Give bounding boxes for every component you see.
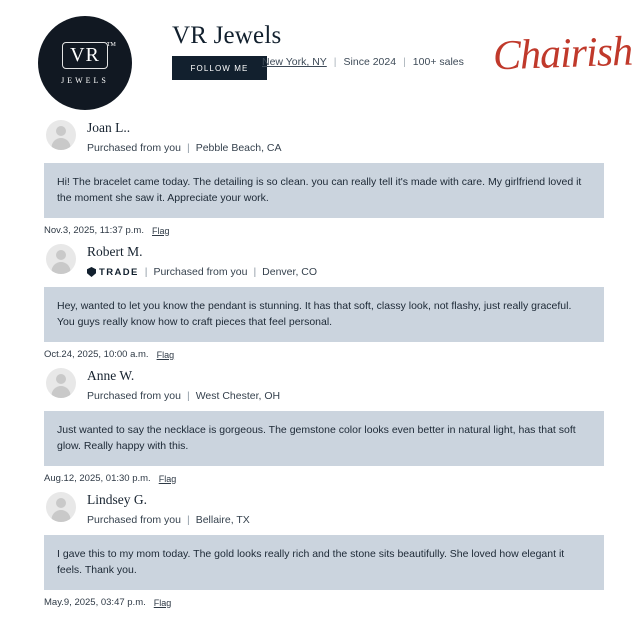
buyer-location: Denver, CO — [262, 266, 318, 278]
avatar — [46, 120, 76, 150]
flag-link[interactable]: Flag — [156, 349, 175, 360]
reviewer-info — [87, 366, 280, 402]
review-stamp — [44, 225, 604, 236]
follow-button[interactable]: FOLLOW ME — [172, 56, 267, 80]
flag-link[interactable]: Flag — [153, 597, 172, 608]
avatar — [46, 244, 76, 274]
review-text: Hi! The bracelet came today. The detailing is so clean. you can really tell it's made with care. My girlfriend loved it the moment she saw it. Appreciate your work. — [44, 163, 604, 218]
shop-sales-text: 100+ sales — [412, 56, 464, 68]
review-text: Just wanted to say the necklace is gorgeous. The gemstone color looks even better in natural light, has that soft glow. Really happy with this. — [44, 411, 604, 466]
brand-logo[interactable]: Chairish — [492, 28, 633, 80]
reviewer-subline — [87, 514, 250, 526]
reviewer-name: Joan L.. — [87, 120, 131, 135]
reviewer-row — [44, 490, 604, 526]
reviews-list — [0, 112, 640, 608]
logo-wordmark-text: JEWELS — [61, 75, 109, 85]
purchased-text: Purchased from you — [87, 390, 181, 402]
trade-badge — [87, 267, 139, 278]
subline-divider: | — [186, 514, 190, 526]
reviewer-name: Robert M. — [87, 244, 143, 259]
shop-location-link[interactable]: New York, NY — [262, 56, 327, 68]
list-item — [44, 490, 604, 608]
review-stamp — [44, 597, 604, 608]
page-title: VR Jewels — [172, 22, 282, 49]
reviewer-info — [87, 118, 282, 154]
reviewer-subline — [87, 266, 317, 278]
subline-divider: | — [186, 390, 190, 402]
review-stamp — [44, 473, 604, 484]
review-text: Hey, wanted to let you know the pendant is stunning. It has that soft, classy look, not flashy, just really graceful. You guys really know how to craft pieces that feel personal. — [44, 287, 604, 342]
buyer-location: West Chester, OH — [195, 390, 281, 402]
shop-header — [0, 0, 640, 112]
subline-divider-2: | — [253, 266, 257, 278]
shop-meta — [262, 56, 464, 68]
subline-divider: | — [144, 266, 148, 278]
reviewer-info — [87, 490, 250, 526]
trade-badge-label: TRADE — [99, 266, 139, 278]
list-item — [44, 366, 604, 484]
reviewer-row — [44, 118, 604, 154]
list-item — [44, 118, 604, 236]
reviewer-row — [44, 242, 604, 278]
shop-logo[interactable] — [38, 16, 132, 110]
purchased-text: Purchased from you — [153, 266, 248, 278]
avatar — [46, 492, 76, 522]
reviewer-subline — [87, 142, 282, 154]
trademark-icon: TM — [106, 41, 116, 48]
meta-separator-1: | — [333, 56, 337, 68]
purchased-text: Purchased from you — [87, 142, 181, 154]
review-date: Nov.3, 2025, 11:37 p.m. — [44, 225, 144, 236]
purchased-text: Purchased from you — [87, 514, 181, 526]
flag-link[interactable]: Flag — [152, 225, 170, 236]
buyer-location: Bellaire, TX — [195, 514, 250, 526]
review-date: Aug.12, 2025, 01:30 p.m. — [44, 473, 151, 484]
reviewer-name: Lindsey G. — [87, 492, 147, 507]
review-date: Oct.24, 2025, 10:00 a.m. — [44, 349, 149, 360]
meta-separator-2: | — [403, 56, 406, 68]
review-text: I gave this to my mom today. The gold looks really rich and the stone sits beautifully. She loved how elegant it feels. Thank you. — [44, 535, 604, 590]
subline-divider: | — [186, 142, 190, 154]
reviewer-name: Anne W. — [87, 368, 135, 383]
flag-link[interactable]: Flag — [158, 473, 177, 484]
shop-since-text: Since 2024 — [343, 56, 397, 68]
reviewer-row — [44, 366, 604, 402]
review-stamp — [44, 349, 604, 360]
avatar — [46, 368, 76, 398]
review-date: May.9, 2025, 03:47 p.m. — [44, 597, 146, 608]
logo-monogram-text: VR TM — [62, 42, 108, 69]
reviewer-info — [87, 242, 317, 278]
reviewer-subline — [87, 390, 280, 402]
list-item — [44, 242, 604, 360]
buyer-location: Pebble Beach, CA — [195, 142, 282, 154]
shield-icon — [87, 267, 96, 277]
